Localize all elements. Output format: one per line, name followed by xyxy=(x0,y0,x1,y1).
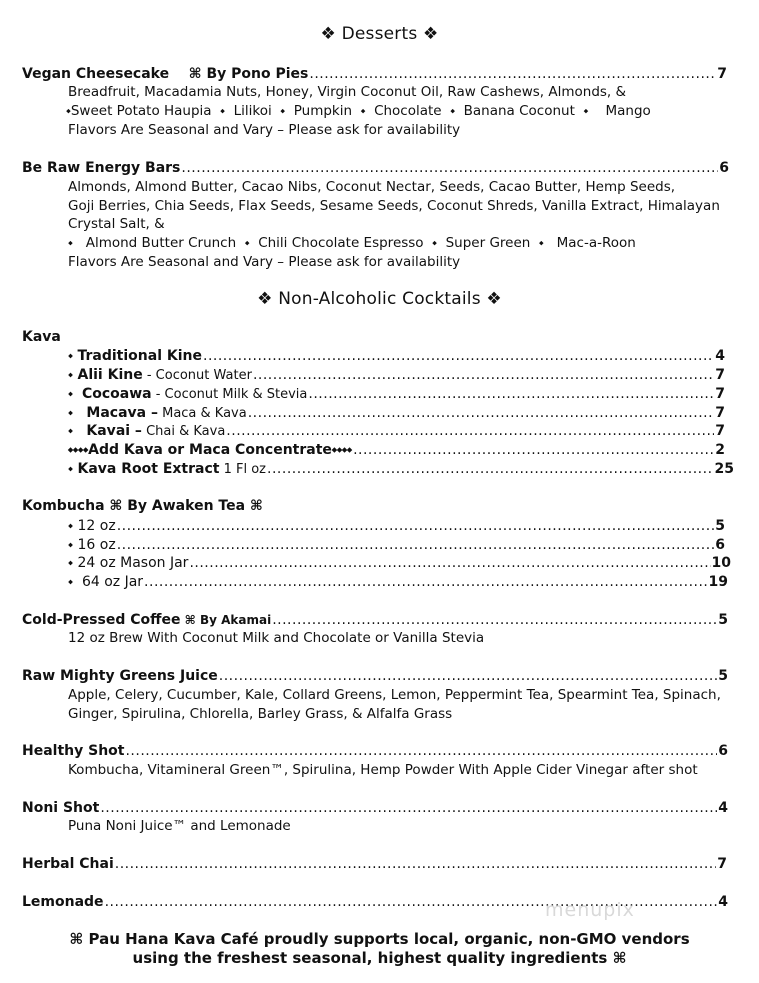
item-name: 12 oz xyxy=(77,518,116,534)
sub-menu-item xyxy=(68,517,725,535)
dot-leader xyxy=(267,460,714,478)
desserts-heading: ❖ Desserts ❖ xyxy=(320,24,439,44)
dot-leader xyxy=(226,422,714,440)
bullet-icon: ⬩ xyxy=(68,555,78,571)
item-price: 6 xyxy=(719,160,729,176)
item-name: Noni Shot xyxy=(22,800,100,816)
availability-note: Flavors Are Seasonal and Vary – Please ask for availability xyxy=(68,122,461,138)
dot-leader xyxy=(117,536,715,554)
kombucha-section-title: Kombucha ⌘ By Awaken Tea ⌘ xyxy=(22,498,263,514)
item-name: Lemonade xyxy=(22,894,104,910)
footer-line: using the freshest seasonal, highest quality ingredients ⌘ xyxy=(132,949,627,967)
dot-leader xyxy=(189,554,710,572)
flavor-list: ⬩ Almond Butter Crunch ⬩ Chili Chocolate Espresso ⬩ Super Green ⬩ Mac-a-Roon xyxy=(68,235,636,251)
dot-leader xyxy=(144,573,707,591)
item-price: 7 xyxy=(715,367,725,383)
item-price: 7 xyxy=(715,386,725,402)
dot-leader xyxy=(272,611,717,629)
item-name: Macava – xyxy=(86,405,158,421)
dot-leader xyxy=(115,855,717,873)
menu-item-herbal-chai xyxy=(22,855,727,873)
item-name: 64 oz Jar xyxy=(81,574,144,590)
item-price: 5 xyxy=(715,518,725,534)
footer-line: ⌘ Pau Hana Kava Café proudly supports local, organic, non-GMO vendors xyxy=(69,930,690,948)
sub-menu-item xyxy=(68,366,725,385)
item-description: Kombucha, Vitamineral Green™, Spirulina, Hemp Powder With Apple Cider Vinegar after shot xyxy=(68,762,698,778)
dot-leader xyxy=(353,441,714,459)
item-note: - Coconut Water xyxy=(142,368,252,383)
menu-item-noni-shot xyxy=(22,799,728,817)
item-price: 7 xyxy=(717,66,727,82)
item-price: 2 xyxy=(715,442,725,458)
item-name: Be Raw Energy Bars xyxy=(22,160,181,176)
sub-menu-item xyxy=(68,347,725,366)
bullet-icon: ⬩ xyxy=(68,537,78,553)
item-note: 1 Fl oz xyxy=(219,462,267,477)
bullet-icon: ⬩ xyxy=(68,367,78,383)
menu-item-energy-bars xyxy=(22,159,729,177)
item-vendor: ⌘ By Akamai xyxy=(180,613,272,627)
dot-leader xyxy=(181,159,718,177)
dot-leader xyxy=(100,799,717,817)
item-price: 19 xyxy=(708,574,728,590)
bullet-icon: ⬩ xyxy=(68,574,82,590)
sub-menu-item xyxy=(68,460,734,479)
bullet-icon: ⬩ xyxy=(68,461,78,477)
item-name: Healthy Shot xyxy=(22,743,125,759)
bullet-icon: ⬩ xyxy=(68,386,82,402)
item-vendor: ⌘ By Pono Pies xyxy=(188,66,309,82)
dot-leader xyxy=(203,347,714,365)
item-name: Herbal Chai xyxy=(22,856,114,872)
dot-leader xyxy=(125,742,717,760)
item-name: 16 oz xyxy=(77,537,116,553)
item-price: 10 xyxy=(711,555,731,571)
cocktails-heading: ❖ Non-Alcoholic Cocktails ❖ xyxy=(257,289,502,309)
bullet-icon: ⬩ xyxy=(68,348,78,364)
item-price: 7 xyxy=(715,423,725,439)
sub-menu-item xyxy=(68,554,731,572)
item-price: 6 xyxy=(718,743,728,759)
item-price: 25 xyxy=(714,461,734,477)
dot-leader xyxy=(308,385,714,403)
availability-note: Flavors Are Seasonal and Vary – Please ask for availability xyxy=(68,254,461,270)
dot-leader xyxy=(309,65,716,83)
kava-section-title: Kava xyxy=(22,329,61,345)
item-name: ⬩⬩⬩⬩Add Kava or Maca Concentrate⬩⬩⬩⬩ xyxy=(68,442,353,458)
item-name: Raw Mighty Greens Juice xyxy=(22,668,218,684)
sub-menu-item xyxy=(68,441,725,460)
flavor-list: ⬩Sweet Potato Haupia ⬩ Lilikoi ⬩ Pumpkin ⬩ Chocolate ⬩ Banana Coconut ⬩ Mango xyxy=(66,103,651,119)
item-description: Puna Noni Juice™ and Lemonade xyxy=(68,818,291,834)
item-description: Apple, Celery, Cucumber, Kale, Collard Greens, Lemon, Peppermint Tea, Spearmint Tea, Spinach, xyxy=(68,687,721,703)
item-price: 7 xyxy=(717,856,727,872)
item-price: 6 xyxy=(715,537,725,553)
bullet-icon: ⬩ xyxy=(68,405,87,421)
item-description: Goji Berries, Chia Seeds, Flax Seeds, Sesame Seeds, Coconut Shreds, Vanilla Extract, Himalayan xyxy=(68,198,720,214)
menu-item-greens-juice xyxy=(22,667,728,685)
menu-item-cold-pressed-coffee xyxy=(22,611,728,629)
item-price: 4 xyxy=(715,348,725,364)
item-price: 4 xyxy=(718,894,728,910)
sub-menu-item xyxy=(68,385,725,404)
item-price: 4 xyxy=(718,800,728,816)
sub-menu-item xyxy=(68,422,725,441)
item-name: Vegan Cheesecake xyxy=(22,66,170,82)
watermark-logo: menupix xyxy=(545,899,635,921)
item-note: Chai & Kava xyxy=(141,424,226,439)
item-name: Kava Root Extract xyxy=(77,461,220,477)
sub-menu-item xyxy=(68,404,725,423)
item-name: Traditional Kine xyxy=(77,348,202,364)
item-note: Maca & Kava xyxy=(157,406,247,421)
item-name: Alii Kine xyxy=(77,367,143,383)
item-name: Cold-Pressed Coffee xyxy=(22,612,181,628)
bullet-icon: ⬩ xyxy=(68,423,87,439)
dot-leader xyxy=(248,404,715,422)
item-price: 5 xyxy=(718,668,728,684)
item-description: Ginger, Spirulina, Chlorella, Barley Grass, & Alfalfa Grass xyxy=(68,706,453,722)
item-note: - Coconut Milk & Stevia xyxy=(151,387,308,402)
item-name: Kavai – xyxy=(86,423,142,439)
item-price: 7 xyxy=(715,405,725,421)
item-description: Breadfruit, Macadamia Nuts, Honey, Virgin Coconut Oil, Raw Cashews, Almonds, & xyxy=(68,84,627,100)
dot-leader xyxy=(253,366,714,384)
sub-menu-item xyxy=(68,536,725,554)
dot-leader xyxy=(219,667,717,685)
item-description: 12 oz Brew With Coconut Milk and Chocolate or Vanilla Stevia xyxy=(68,630,485,646)
item-price: 5 xyxy=(718,612,728,628)
bullet-icon: ⬩ xyxy=(68,518,78,534)
dot-leader xyxy=(117,517,715,535)
item-description: Almonds, Almond Butter, Cacao Nibs, Coconut Nectar, Seeds, Cacao Butter, Hemp Seeds, xyxy=(68,179,676,195)
item-name: Cocoawa xyxy=(81,386,152,402)
item-name: 24 oz Mason Jar xyxy=(77,555,189,571)
sub-menu-item xyxy=(68,573,728,591)
item-description: Crystal Salt, & xyxy=(68,216,165,232)
menu-item-vegan-cheesecake xyxy=(22,65,727,83)
menu-item-healthy-shot xyxy=(22,742,728,760)
